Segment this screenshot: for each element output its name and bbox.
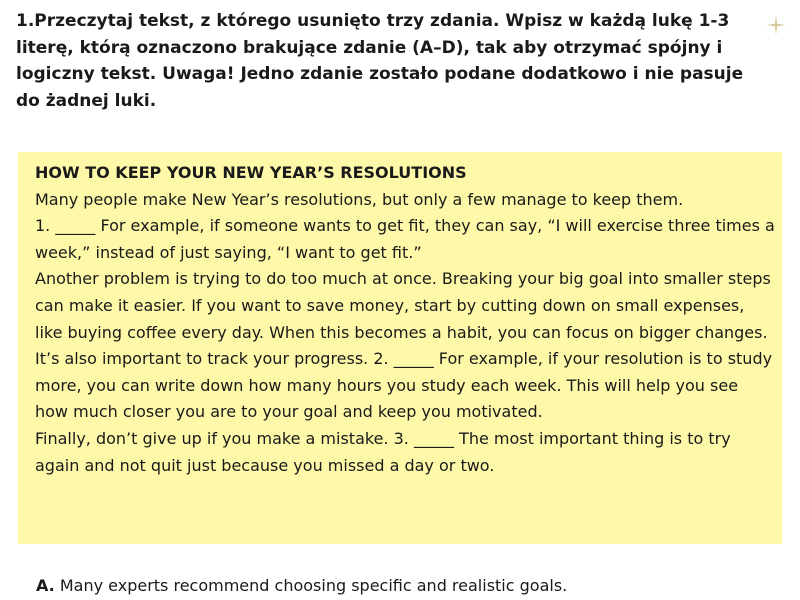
task-instructions [16, 8, 756, 114]
gap-1[interactable]: 1. _____ [35, 216, 96, 236]
paragraph-1-text: For example, if someone wants to get fit, they can say, “I will exercise three times a week,” instead of just saying, “I want to get fit.” [35, 216, 775, 262]
option-a-letter: A. [36, 576, 55, 595]
paragraph-4-start: Finally, don’t give up if you make a mistake. [35, 428, 394, 448]
paragraph-3-start: It’s also important to track your progress. [35, 349, 374, 369]
option-a-text: Many experts recommend choosing specific and realistic goals. [59, 576, 568, 595]
reading-text-box [18, 152, 782, 544]
task-number: 1. [16, 11, 35, 31]
paragraph-2: Another problem is trying to do too much at once. Breaking your big goal into smaller steps can make it easier. If you want to save money, start by cutting down on small expenses, like buying coffee every day. When this becomes a habit, you can focus on bigger changes. [35, 269, 771, 342]
option-a [36, 573, 567, 599]
paragraph-4 [35, 426, 775, 479]
gap-2[interactable]: 2. _____ [373, 349, 434, 369]
paragraph-3 [35, 346, 775, 426]
task-instruction-text: Przeczytaj tekst, z którego usunięto trzy zdania. Wpisz w każdą lukę 1-3 literę, którą oznaczono brakujące zdanie (A–D), tak aby otrzymać spójny i logiczny tekst. Uwaga! Jedno zdanie zostało podane dodatkowo i nie pasuje do żadnej luki. [16, 11, 744, 111]
paragraph-3-text: For example, if your resolution is to study more, you can write down how many hours you study each week. This will help you see how much closer you are to your goal and keep you motivated. [35, 349, 773, 422]
paragraph-1 [35, 213, 775, 266]
paragraph-4-text: The most important thing is to try again and not quit just because you missed a day or two. [35, 428, 731, 475]
gap-3[interactable]: 3. _____ [393, 428, 454, 448]
reading-title: HOW TO KEEP YOUR NEW YEAR’S RESOLUTIONS [35, 163, 467, 182]
reading-text [35, 160, 775, 479]
sparkle-icon [766, 15, 786, 35]
reading-intro: Many people make New Year’s resolutions, but only a few manage to keep them. [35, 189, 684, 209]
